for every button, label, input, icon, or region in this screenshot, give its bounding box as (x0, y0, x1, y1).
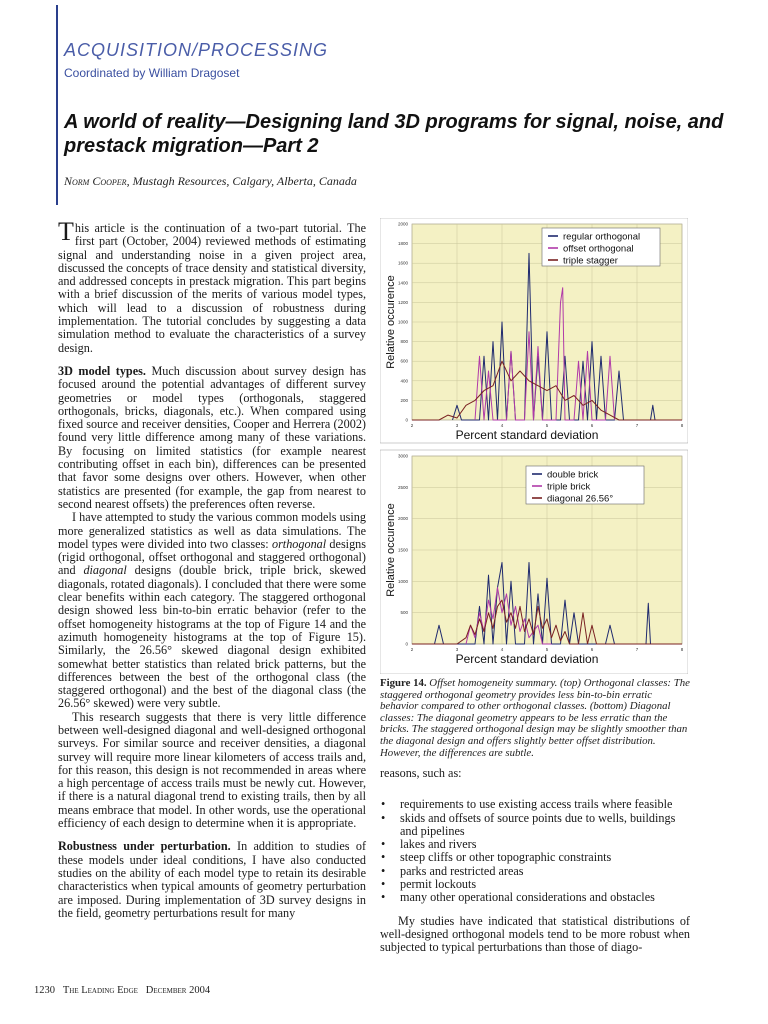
journal-name: The Leading Edge (62, 985, 138, 996)
section-title: ACQUISITION/PROCESSING (64, 40, 329, 60)
x-tick-label: 4 (500, 423, 504, 428)
x-tick-label: 8 (680, 647, 684, 652)
x-axis-label: Percent standard deviation (455, 428, 599, 442)
x-tick-label: 6 (590, 423, 594, 428)
x-tick-label: 8 (680, 423, 684, 428)
list-item: • requirements to use existing access trails where feasible (398, 798, 690, 811)
y-tick-label: 3000 (397, 453, 408, 459)
x-axis-label: Percent standard deviation (455, 652, 599, 666)
x-tick-label: 6 (590, 647, 594, 652)
x-tick-label: 5 (545, 423, 549, 428)
model-types-paragraph-2: I have attempted to study the various common models using more generalized statistics as well as data simulations. The model types were divided into two classes: orthogonal designs (rigid orthogonal, offset orthogonal and staggered orthogonal) and diagonal designs (double brick, triple brick, skewed diagonals, rotated diagonals). I concluded that there were some clear benefits within each category. The staggered orthogonal design showed less bin-to-bin erratic behavior (refer to the offset homogeneity histograms at the top of Figure 14 and the azimuth homogeneity histograms at the top of Figure 15). Similarly, the 26.56° skewed diagonal design exhibited somewhat better statistics than related brick patterns, but the differences between the best of the orthogonal class (the staggered orthogonal) and the best of the diagonal class (the 26.56° skewed) were very subtle. (58, 510, 366, 711)
y-tick-label: 0 (405, 641, 408, 647)
y-tick-label: 2000 (397, 516, 408, 522)
x-tick-label: 5 (545, 647, 549, 652)
y-tick-label: 2000 (397, 221, 408, 227)
list-item: • skids and offsets of source points due to wells, buildings and pipelines (398, 812, 690, 839)
y-tick-label: 1000 (397, 578, 408, 584)
y-tick-label: 2500 (397, 484, 408, 490)
list-item: • lakes and rivers (398, 838, 690, 851)
author-name: Norm Cooper (64, 174, 127, 188)
y-tick-label: 1000 (397, 319, 408, 325)
y-tick-label: 1500 (397, 547, 408, 553)
y-axis-label: Relative occurence (385, 503, 397, 597)
issue-date: December 2004 (145, 985, 211, 996)
closing-paragraph: My studies have indicated that statistical distributions of well-designed orthogonal models tend to be more robust when subjected to typical perturbations than those of diago- (380, 913, 690, 955)
legend-entry: triple stagger (563, 255, 618, 267)
list-item: • parks and restricted areas (398, 865, 690, 878)
x-tick-label: 2 (410, 423, 414, 428)
robustness-paragraph: Robustness under perturbation. In addition to studies of these models under ideal conditions, I have also conducted studies on the ability of each model type to retain its desirable characteristics when typical amounts of geometry perturbation are imposed. During implementation of 3D survey designs in the field, geometry perturbations result for many (58, 839, 367, 920)
chart-panel-1 (380, 218, 688, 443)
y-tick-label: 0 (405, 417, 408, 423)
chart-panel-2 (380, 450, 688, 674)
author-line (64, 174, 357, 189)
model-types-paragraph: 3D model types. Much discussion about survey design has focused around the potential advantages of different survey geometries or model types (orthogonals, staggered orthogonals, bricks, diagonals, etc.). When compared using fixed source and receiver densities, Cooper and Herrera (2002) found very little difference among many of these variations. By focusing on limited statistics (for example nearest contributing offset in each bin), differences can be presented that favor some designs over others. However, when other statistics are presented (for example, the gap from nearest to second nearest offsets) the preferences often reverse. (58, 363, 366, 511)
y-tick-label: 600 (400, 358, 408, 364)
y-tick-label: 500 (400, 610, 408, 616)
legend-entry: triple brick (547, 481, 591, 493)
x-tick-label: 7 (635, 423, 639, 428)
y-tick-label: 800 (400, 339, 408, 345)
list-item: • steep cliffs or other topographic constraints (398, 851, 690, 864)
reasons-lead: reasons, such as: (380, 766, 462, 780)
model-types-heading: 3D model types. (58, 363, 146, 378)
legend-entry: diagonal 26.56° (547, 493, 614, 505)
coordinator-line: Coordinated by William Dragoset (64, 66, 240, 80)
caption-label: Figure 14. (380, 677, 427, 689)
robustness-heading: Robustness under perturbation. (58, 839, 231, 854)
drop-cap: T (58, 217, 74, 246)
page-number: 1230 (34, 985, 55, 996)
x-tick-label: 2 (410, 647, 414, 652)
y-tick-label: 1800 (397, 241, 408, 247)
column-left (58, 217, 367, 930)
x-tick-label: 4 (500, 647, 504, 652)
x-tick-label: 3 (455, 423, 459, 428)
legend-entry: double brick (547, 469, 599, 481)
legend-entry: offset orthogonal (563, 243, 634, 255)
article-title: A world of reality—Designing land 3D programs for signal, noise, and prestack migration—Part 2 (64, 111, 724, 157)
y-tick-label: 200 (400, 397, 408, 403)
model-types-paragraph-3: This research suggests that there is very little difference between well-designed diagonal and well-designed orthogonal surveys. For similar source and receiver densities, a diagonal survey will require more linear kilometers of access trails and, for this reason, this design is not recommended in areas where a high percentage of access trails must be newly cut. However, if there is a natural diagonal trend to existing trails, then by all means embrace that model. In other words, use the operational efficiency of each design to determine when it is appropriate. (58, 709, 366, 831)
x-tick-label: 3 (455, 647, 459, 652)
x-tick-label: 7 (635, 647, 639, 652)
figure-caption: Figure 14. Offset homogeneity summary. (top) Orthogonal classes: The staggered orthogonal geometry provides less bin-to-bin erratic behavior compared to other orthogonal classes. (bottom) Diagonal classes: The diagonal geometry appears to be less erratic than the bricks. The staggered orthogonal design may be slightly smoother than the diagonal design and offers slightly better offset distribution. However, the differences are subtle. (380, 677, 690, 759)
y-axis-label: Relative occurence (385, 275, 397, 369)
author-affiliation: , Mustagh Resources, Calgary, Alberta, Canada (126, 174, 357, 188)
y-tick-label: 1200 (397, 299, 408, 305)
page-footer (34, 985, 210, 996)
y-tick-label: 400 (400, 378, 408, 384)
y-tick-label: 1600 (397, 260, 408, 266)
list-item: • many other operational considerations and obstacles (398, 891, 690, 904)
y-tick-label: 1400 (397, 280, 408, 286)
figure-14 (380, 218, 688, 674)
intro-paragraph: This article is the continuation of a two-part tutorial. The first part (October, 2004) reviewed methods of estimating signal and understanding noise in a given project area, discussed the concepts of trace density and statistical diversity, and addressed concepts in prestack migration. This part begins with a brief discussion of the merits of various model types, which will lead to a discussion of robustness during implementation. The tutorial concludes by suggesting a data simulation method to evaluate the characteristics of a survey design. (58, 217, 366, 355)
reasons-list (380, 798, 690, 904)
column-right (380, 767, 690, 955)
header-rule (56, 5, 58, 205)
legend-entry: regular orthogonal (563, 231, 641, 243)
list-item: • permit lockouts (398, 878, 690, 891)
